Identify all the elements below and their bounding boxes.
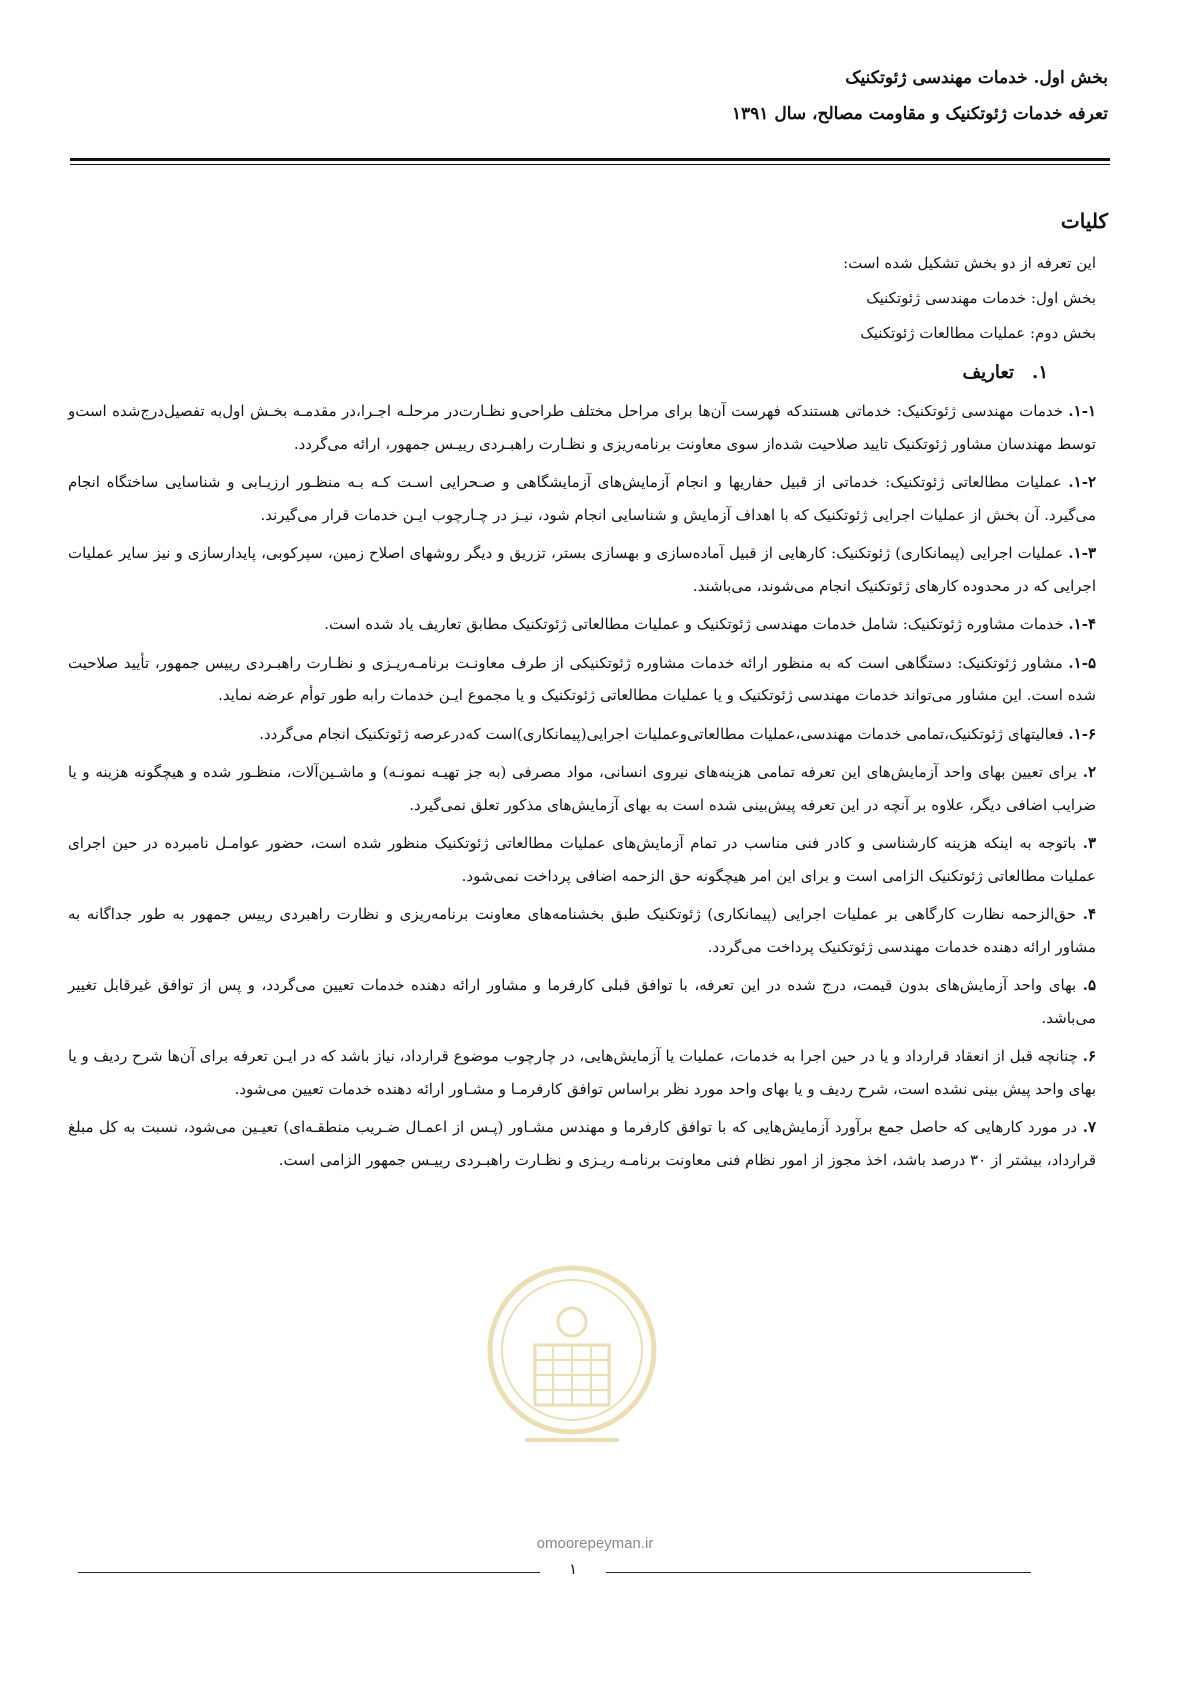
footer-rule-right xyxy=(606,1572,1031,1573)
header-document-title: تعرفه خدمات ژئوتکنیک و مقاومت مصالح، سال ۱۳۹۱ xyxy=(731,104,1108,124)
intro-line: این تعرفه از دو بخش تشکیل شده است: xyxy=(843,253,1096,272)
paragraph-1-2 xyxy=(68,466,1108,531)
paragraph-1-3 xyxy=(68,537,1108,602)
header-part-title: بخش اول. خدمات مهندسی ژئوتکنیک xyxy=(845,68,1108,88)
paragraph-1-6 xyxy=(68,718,1108,751)
paragraph-7 xyxy=(68,1111,1108,1176)
paragraph-6 xyxy=(68,1040,1108,1105)
paragraph-text: خدمات مشاوره ژئوتکنیک: شامل خدمات مهندسی ژئوتکنیک و عملیات مطالعاتی ژئوتکنیک مطابق تعاریف یاد شده است. xyxy=(324,615,1069,633)
paragraph-1-1 xyxy=(68,395,1108,460)
paragraph-number: ۶. xyxy=(1082,1047,1096,1065)
paragraph-3 xyxy=(68,827,1108,892)
paragraph-number: ۱-۶. xyxy=(1068,724,1096,743)
paragraph-text: فعالیتهای ژئوتکنیک،تمامی خدمات مهندسی،عملیات مطالعاتی‌وعملیات اجرایی(پیمانکاری)است که‌درعرصه ژئوتکنیک انجام می‌گردد. xyxy=(259,724,1069,743)
paragraph-number: ۱-۱. xyxy=(1068,402,1096,420)
intro-line: بخش دوم: عملیات مطالعات ژئوتکنیک xyxy=(860,323,1096,342)
paragraph-text: مشاور ژئوتکنیک: دستگاهی است که به منظور ارائه خدمات مشاوره ژئوتکنیکی از طرف معاونـت برنامـه‌ریـزی و نظـارت راهبـردی رییس جمهور، تأیید صلاحیت شده است. این مشاور می‌تواند خدمات مهندسی ژئوتکنیک و یا عملیات مطالعاتی ژئوتکنیک و یا مجموع ایـن خدمات رابه طور توأم عرضه نماید. xyxy=(68,653,1096,704)
header-divider xyxy=(70,158,1110,165)
paragraph-text: در مورد کارهایی که حاصل جمع برآورد آزمایش‌هایی که با توافق کارفرما و مهندس مشـاور (پـس از اعمـال ضـریب منطقـه‌ای) تعیـین می‌شود، نسبت به کل مبلغ قرارداد، بیشتر از ۳۰ درصد باشد، اخذ مجوز از امور نظام فنی معاونت برنامـه ریـزی و نظـارت راهبـردی رییـس جمهور الزامی است. xyxy=(68,1118,1096,1169)
paragraph-5 xyxy=(68,969,1108,1034)
intro-block xyxy=(80,246,1108,351)
paragraph-number: ۷. xyxy=(1082,1118,1096,1136)
paragraph-text: عملیات مطالعاتی ژئوتکنیک: خدماتی از قبیل حفاریها و انجام آزمایش‌های آزمایشگاهی و صـحرایی اسـت کـه بـه منظـور ارزیـابی و شناسایی ساختگاه انجام می‌گیرد. آن بخش از عملیات اجرایی ژئوتکنیک که با اهداف آزمایش و شناسایی انجام شود، نیـز در چـارچوب ایـن خدمات قرار می‌گیرند. xyxy=(68,473,1096,524)
paragraph-number: ۱-۳. xyxy=(1068,544,1096,562)
definitions-title: تعاریف xyxy=(962,361,1015,383)
paragraph-4 xyxy=(68,898,1108,963)
paragraph-number: ۲. xyxy=(1082,763,1096,781)
page-header xyxy=(68,60,1108,132)
section-heading: کلیات xyxy=(1060,209,1108,233)
paragraph-text: چنانچه قبل از انعقاد قرارداد و یا در حین اجرا به خدمات، عملیات یا آزمایش‌هایی، در چارچوب موضوع قرارداد، نیاز باشد که در ایـن تعرفه برای آن‌ها شرح ردیف و یا بهای واحد پیش بینی نشده است، شرح ردیف و یا بهای واحد مورد نظر براساس توافق کارفرمـا و مشـاور ارائه دهنده خدمات تعیین می‌شود. xyxy=(68,1047,1096,1098)
paragraph-text: باتوجه به اینکه هزینه کارشناسی و کادر فنی مناسب در تمام آزمایش‌های عملیات مطالعاتی ژئوتکنیک منظور شده است، حضور عوامـل نامبرده در حین اجرای عملیات مطالعاتی ژئوتکنیک الزامی است و برای این امر هیچگونه حق الزحمه اضافی پرداخت نمی‌شود. xyxy=(68,834,1096,885)
paragraph-text: بهای واحد آزمایش‌های بدون قیمت، درج شده در این تعرفه، با توافق قبلی کارفرما و مشاور ارائه دهنده خدمات تعیین می‌گردد، و پس از توافق غیرقابل تغییر می‌باشد. xyxy=(68,976,1096,1027)
paragraph-number: ۴. xyxy=(1082,905,1096,923)
definitions-heading xyxy=(68,357,1108,390)
paragraph-text: عملیات اجرایی (پیمانکاری) ژئوتکنیک: کارهایی از قبیل آماده‌سازی و بهسازی بستر، تزریق و دیگر روشهای اصلاح زمین، سپرکوبی، پایدارسازی و نیز سایر عملیات اجرایی که در محدوده کارهای ژئوتکنیک انجام می‌شوند، می‌باشند. xyxy=(68,544,1096,595)
watermark-url: omoorepeyman.ir xyxy=(536,1535,654,1552)
paragraph-text: برای تعیین بهای واحد آزمایش‌های این تعرفه تمامی هزینه‌های نیروی انسانی، مواد مصرفی (به جز تهیـه نمونـه) و ماشـین‌آلات، منظـور شده و هیچگونه هزینه و یا ضرایب اضافی دیگر، علاوه بر آنچه در این تعرفه پیش‌بینی شده است به بهای آزمایش‌های مذکور تعلق نمی‌گیرد. xyxy=(68,763,1096,814)
paragraph-text: حق‌الزحمه نظارت کارگاهی بر عملیات اجرایی (پیمانکاری) ژئوتکنیک طبق بخشنامه‌های معاونت برنامه‌ریزی و نظارت راهبردی رییس جمهور به طور جداگانه به مشاور ارائه دهنده خدمات مهندسی ژئوتکنیک پرداخت می‌گردد. xyxy=(68,905,1096,956)
paragraph-1-4 xyxy=(68,608,1108,641)
intro-line: بخش اول: خدمات مهندسی ژئوتکنیک xyxy=(866,288,1096,307)
paragraph-1-5 xyxy=(68,647,1108,712)
paragraph-number: ۱-۴. xyxy=(1068,615,1096,633)
definitions-number: ۱. xyxy=(1032,361,1048,383)
paragraph-2 xyxy=(68,756,1108,821)
paragraph-number: ۳. xyxy=(1082,834,1096,852)
page-number: ۱ xyxy=(568,1560,578,1578)
paragraph-number: ۱-۲. xyxy=(1068,473,1096,491)
paragraph-text: خدمات مهندسی ژئوتکنیک: خدماتی هستندکه فهرست آن‌ها برای مراحل مختلف طراحی‌و نظـارت‌در مرحلـه اجـرا،در مقدمـه بخـش اول‌به تفصیل‌درج‌شده است‌و توسط مهندسان مشاور ژئوتکنیک تایید صلاحیت شده‌از سوی معاونت برنامه‌ریزی و نظـارت راهبـردی رییـس جمهور، ارائه می‌گردد. xyxy=(68,402,1096,453)
paragraph-number: ۵. xyxy=(1082,976,1096,994)
paragraph-number: ۱-۵. xyxy=(1068,653,1096,672)
main-content xyxy=(68,205,1108,1182)
footer-rule-left xyxy=(78,1572,540,1573)
watermark-seal-icon xyxy=(485,1250,660,1465)
